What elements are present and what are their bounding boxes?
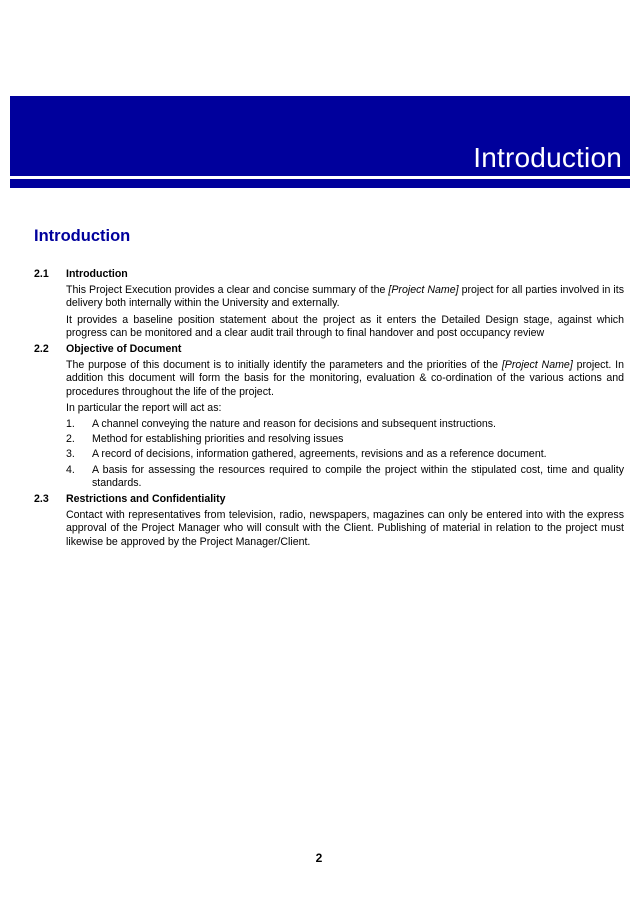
list-item [66,448,624,461]
list-text: A basis for assessing the resources required to compile the project within the stipulated cost, time and quality standards. [92,463,624,489]
numbered-list [66,418,624,490]
banner-underline [10,179,630,188]
subsection-number: 2.3 [34,493,49,506]
paragraph: In particular the report will act as: [66,401,222,414]
list-number: 2. [66,433,75,446]
list-number: 4. [66,463,75,476]
text-run: project for all parties involved in its delivery both internally within the University and externally. [66,284,625,310]
list-text: A record of decisions, information gathered, agreements, revisions and as a reference document. [92,448,547,461]
section-heading: Introduction [34,227,131,245]
paragraph: Contact with representatives from television, radio, newspapers, magazines can only be entered into with the express approval of the Project Manager who will consult with the Client. Publishing of material in relation to the project must likewise be approved by the Project Manager/Client. [66,509,624,548]
text-run: The purpose of this document is to initially identify the parameters and the priorities of the [66,359,502,372]
paragraph [66,359,624,399]
list-text: A channel conveying the nature and reason for decisions and subsequent instructions. [92,418,497,431]
subsection-heading-2-1 [34,268,624,281]
subsection-number: 2.1 [34,268,49,280]
paragraph: It provides a baseline position statement about the project as it enters the Detailed Design stage, against which progress can be monitored and a clear audit trail through to final handover and post occupancy review [66,313,624,339]
paragraph [66,284,624,310]
subsection-title: Restrictions and Confidentiality [66,493,226,506]
subsection-number: 2.2 [34,343,49,356]
list-item [66,464,624,490]
text-run: project. In addition this document will form the basis for the monitoring, evaluation & co-ordination of the various actions and procedures throughout the life of the project. [66,359,625,398]
text-run: This Project Execution provides a clear and concise summary of the [66,284,389,297]
project-name-placeholder: [Project Name] [388,284,459,297]
page-number: 2 [315,851,323,865]
chapter-banner [10,96,630,176]
subsection-title: Objective of Document [66,343,182,356]
list-item [66,418,624,431]
list-number: 3. [66,448,75,461]
document-body [34,268,624,552]
project-name-placeholder: [Project Name] [501,359,573,372]
subsection-title: Introduction [66,268,128,280]
subsection-heading-2-2 [34,343,624,356]
chapter-title: Introduction [473,142,622,173]
subsection-heading-2-3 [34,493,624,506]
list-text: Method for establishing priorities and resolving issues [92,433,344,446]
list-item [66,433,624,446]
list-number: 1. [66,418,75,431]
